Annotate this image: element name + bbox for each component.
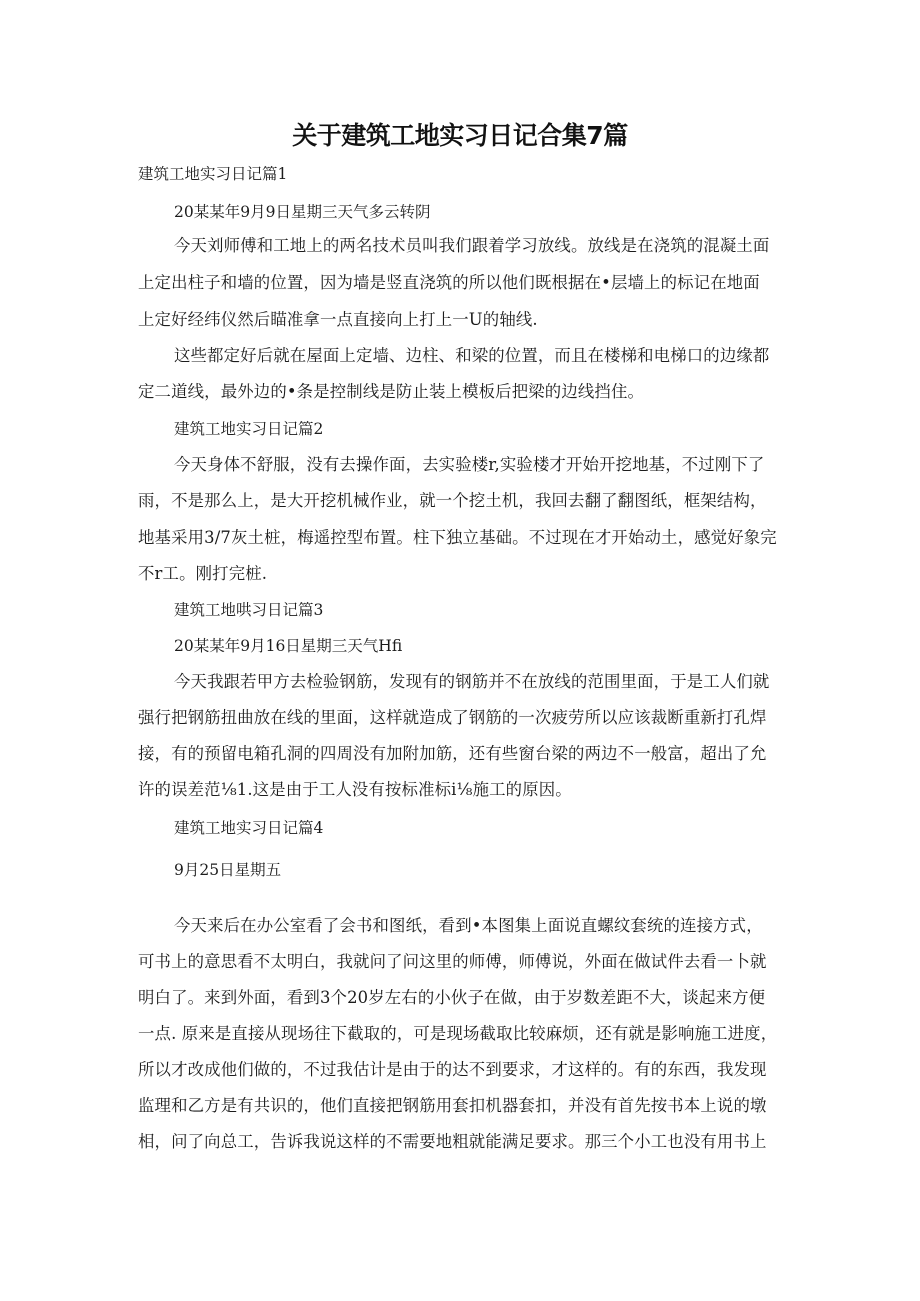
section-1-para2-line: 这些都定好后就在屋面上定墙、边柱、和梁的位置，而且在楼梯和电梯口的边缘都 xyxy=(174,346,770,365)
section-2-para1-line: 雨，不是那么上，是大开挖机械作业，就一个挖土机，我回去翻了翻图纸，框架结构， xyxy=(138,491,767,510)
section-3-date: 20某某年9月16日星期三天气Hfi xyxy=(174,637,403,655)
section-1-para1-line: 今天刘师傅和工地上的两名技术员叫我们跟着学习放线。放线是在浇筑的混凝土面 xyxy=(174,236,770,255)
section-2-para1-line: 不r工。刚打完桩. xyxy=(138,564,268,583)
section-1-para1-line: 上定出柱子和墙的位置，因为墙是竖直浇筑的所以他们既根据在•层墙上的标记在地面 xyxy=(138,273,760,292)
section-3-heading: 建筑工地哄习日记篇3 xyxy=(174,601,324,619)
section-3-para1-line: 强行把钢筋扭曲放在线的里面，这样就造成了钢筋的一次疲劳所以应该裁断重新打孔焊 xyxy=(138,708,767,727)
section-4-para1-line: 一点. 原来是直接从现场往下截取的，可是现场截取比较麻烦，还有就是影响施工进度， xyxy=(138,1024,778,1043)
section-4-date: 9月25日星期五 xyxy=(174,861,282,879)
section-3-para1-line: 今天我跟若甲方去检验钢筋，发现有的钢筋并不在放线的范围里面，于是工人们就 xyxy=(174,672,770,691)
section-3-para1-line: 接，有的预留电箱孔洞的四周没有加附加筋，还有些窗台梁的两边不一般富，超出了允 xyxy=(138,744,767,763)
section-4-para1-line: 监理和乙方是有共识的，他们直接把钢筋用套扣机器套扣，并没有首先按书本上说的墩 xyxy=(138,1096,767,1115)
section-2-heading: 建筑工地实习日记篇2 xyxy=(174,420,324,438)
section-1-para2-line: 定二道线，最外边的•条是控制线是防止装上模板后把梁的边线挡住。 xyxy=(138,382,645,401)
section-4-para1-line: 今天来后在办公室看了会书和图纸，看到•本图集上面说直螺纹套统的连接方式， xyxy=(174,916,763,935)
section-3-para1-line: 许的误差范⅛1.这是由于工人没有按标准标i⅛施工的原因。 xyxy=(138,780,572,799)
document-title: 关于建筑工地实习日记合集7篇 xyxy=(292,121,628,150)
section-1-date: 20某某年9月9日星期三天气多云转阴 xyxy=(174,203,431,221)
section-4-heading: 建筑工地实习日记篇4 xyxy=(174,819,324,837)
section-4-para1-line: 可书上的意思看不太明白，我就问了问这里的师傅，师傅说，外面在做试件去看一卜就 xyxy=(138,952,767,971)
section-1-heading: 建筑工地实习日记篇1 xyxy=(138,165,288,183)
section-2-para1-line: 今天身体不舒服，没有去操作面，去实验楼r,实验楼才开始开挖地基，不过刚下了 xyxy=(174,455,765,474)
section-4-para1-line: 明白了。来到外面，看到3个20岁左右的小伙子在做，由于岁数差距不大，谈起来方便 xyxy=(138,988,766,1007)
section-1-para1-line: 上定好经纬仪然后瞄准拿一点直接向上打上一U的轴线. xyxy=(138,310,538,329)
section-2-para1-line: 地基采用3/7灰土桩，梅遥控型布置。柱下独立基础。不过现在才开始动土，感觉好象完 xyxy=(138,528,777,547)
section-4-para1-line: 相，问了向总工，告诉我说这样的不需要地粗就能满足要求。那三个小工也没有用书上 xyxy=(138,1132,767,1151)
section-4-para1-line: 所以才改成他们做的，不过我估计是由于的达不到要求，才这样的。有的东西，我发现 xyxy=(138,1060,767,1079)
